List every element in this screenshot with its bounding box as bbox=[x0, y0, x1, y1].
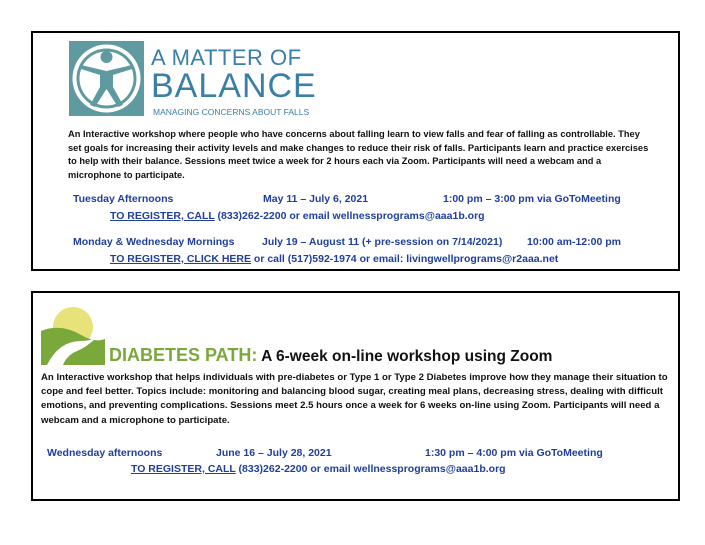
diabetes-title bbox=[109, 345, 552, 366]
diabetes-path-logo-icon bbox=[41, 301, 105, 365]
register-click-here-link[interactable]: TO REGISTER, CLICK HERE bbox=[110, 253, 251, 265]
session-time: 10:00 am-12:00 pm bbox=[527, 236, 621, 248]
diabetes-title-rest: A 6-week on-line workshop using Zoom bbox=[257, 348, 553, 365]
register-line bbox=[131, 463, 506, 475]
register-contact: (833)262-2200 or email wellnessprograms@aaa1b.org bbox=[235, 463, 506, 475]
register-contact: or call (517)592-1974 or email: livingwellprograms@r2aaa.net bbox=[251, 253, 559, 265]
balance-description: An Interactive workshop where people who have concerns about falling learn to view falls and fear of falling as controllable. They set goals for increasing their activity levels and make changes to reduce their risk of falls. Participants learn and practice exercises to help with their balance. Sessions meet twice a week for 2 hours each via Zoom. Participants will need a webcam and a microphone to participate. bbox=[68, 129, 649, 180]
balance-subtitle: MANAGING CONCERNS ABOUT FALLS bbox=[153, 107, 310, 117]
register-call-link[interactable]: TO REGISTER, CALL bbox=[110, 210, 215, 222]
session-dates: May 11 – July 6, 2021 bbox=[263, 193, 369, 205]
matter-of-balance-panel bbox=[31, 31, 680, 271]
session-dates: June 16 – July 28, 2021 bbox=[216, 447, 332, 459]
register-call-link[interactable]: TO REGISTER, CALL bbox=[131, 463, 236, 475]
balance-title-line2: BALANCE bbox=[151, 67, 317, 105]
register-line bbox=[110, 210, 485, 222]
diabetes-description: An Interactive workshop that helps individuals with pre-diabetes or Type 1 or Type 2 Diabetes improve how they manage their situation to cope and feel better. Topics include: monitoring and balancing blood sugar, creating meal plans, decreasing stress, dealing with difficult emotions, and preventing complications. Sessions meet 2.5 hours once a week for 6 weeks on-line using Zoom. Participants will need a webcam and a microphone to participate. bbox=[41, 372, 668, 426]
session-day: Monday & Wednesday Mornings bbox=[73, 236, 235, 248]
session-time: 1:30 pm – 4:00 pm via GoToMeeting bbox=[425, 447, 603, 459]
session-time: 1:00 pm – 3:00 pm via GoToMeeting bbox=[443, 193, 621, 205]
session-dates: July 19 – August 11 (+ pre-session on 7/14/2021) bbox=[262, 236, 503, 248]
session-day: Wednesday afternoons bbox=[47, 447, 163, 459]
diabetes-title-main: DIABETES PATH: bbox=[109, 345, 258, 365]
diabetes-path-panel bbox=[31, 291, 680, 501]
balance-title-line1: A MATTER OF bbox=[151, 45, 302, 70]
register-line bbox=[110, 253, 558, 265]
register-contact: (833)262-2200 or email wellnessprograms@aaa1b.org bbox=[214, 210, 485, 222]
session-day: Tuesday Afternoons bbox=[73, 193, 174, 205]
balance-person-logo-icon bbox=[69, 41, 144, 116]
